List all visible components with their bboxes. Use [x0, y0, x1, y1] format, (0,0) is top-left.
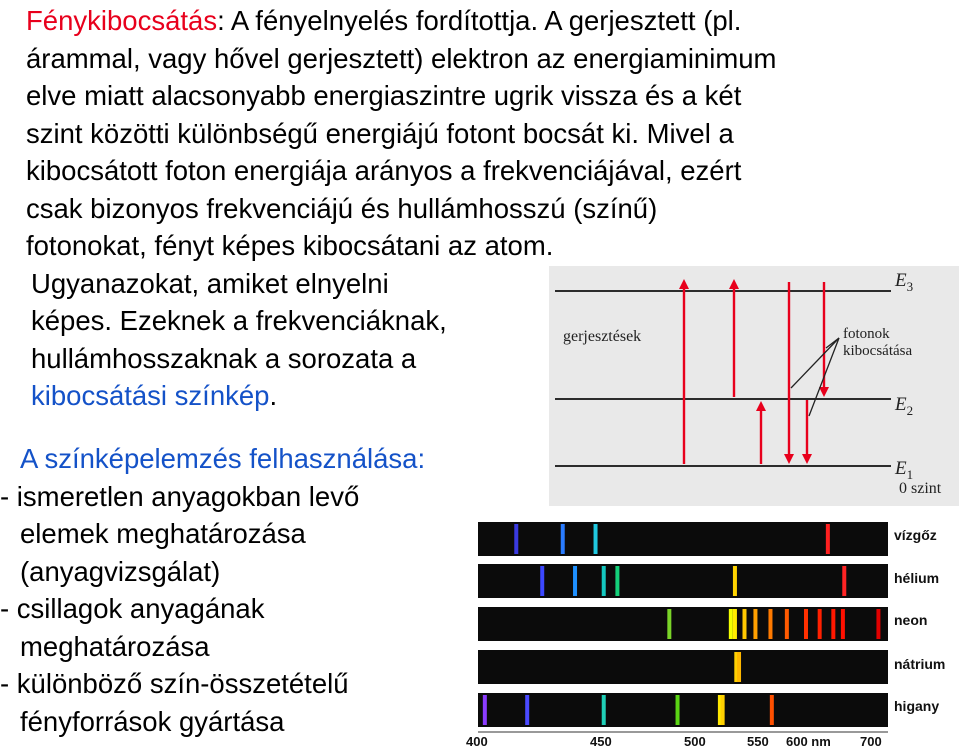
- label-e1-sub: 1: [906, 466, 914, 482]
- spectral-line-4-1: [525, 695, 529, 725]
- usage-line-1: - ismeretlen anyagokban levő: [0, 480, 360, 512]
- spectral-line-1-2: [602, 566, 606, 596]
- spectral-line-2-8: [818, 609, 822, 639]
- spectral-line-2-9: [831, 609, 835, 639]
- label-photon-emission-2: kibocsátása: [843, 343, 913, 359]
- spectral-line-2-3: [743, 609, 747, 639]
- spectral-line-1-4: [733, 566, 737, 596]
- intro-line-11-end: .: [269, 380, 278, 411]
- usage-line-7: fényforrások gyártása: [20, 705, 285, 737]
- spectral-line-1-1: [573, 566, 577, 596]
- spectral-line-4-6: [770, 695, 774, 725]
- spectral-line-1-5: [842, 566, 846, 596]
- spectrum-band-4: [478, 693, 888, 727]
- spectrum-band-1: [478, 564, 888, 598]
- spectrum-band-3: [478, 650, 888, 684]
- spectral-line-4-3: [676, 695, 680, 725]
- label-e2: [895, 394, 913, 419]
- spectral-line-2-7: [804, 609, 808, 639]
- intro-line-1: [26, 2, 956, 40]
- label-excitations: gerjesztések: [563, 328, 642, 345]
- label-ground-level: 0 szint: [899, 480, 942, 497]
- spectral-line-2-4: [753, 609, 757, 639]
- spectral-line-4-0: [483, 695, 487, 725]
- emission-spectra-svg: [478, 516, 960, 753]
- intro-line-7: fotonokat, fényt képes kibocsátani az atom.: [26, 230, 554, 261]
- spectrum-label-neon: neon: [894, 612, 928, 628]
- spectral-line-4-2: [602, 695, 606, 725]
- spectrum-label-higany: higany: [894, 698, 940, 714]
- intro-line-6: csak bizonyos frekvenciájú és hullámhosszú (színű): [26, 192, 658, 224]
- intro-line-4: szint közötti különbségű energiájú fotont bocsát ki. Mivel a: [26, 117, 734, 149]
- spectral-line-1-3: [615, 566, 619, 596]
- spectrum-label-vizgoz: vízgőz: [894, 527, 937, 543]
- spectrum-label-helium: hélium: [894, 570, 940, 586]
- usage-line-4: - csillagok anyagának: [0, 593, 265, 624]
- tick-550: 550: [747, 734, 769, 749]
- spectral-line-0-2: [594, 524, 598, 554]
- energy-level-diagram: [549, 266, 959, 506]
- intro-line-10: hullámhosszaknak a sorozata a: [31, 342, 417, 374]
- usage-section: [0, 440, 560, 740]
- usage-heading: A színképelemzés felhasználása:: [20, 443, 426, 474]
- spectral-line-2-10: [841, 609, 845, 639]
- intro-line-2: árammal, vagy hővel gerjesztett) elektron az energiaminimum: [26, 42, 777, 74]
- usage-line-2: elemek meghatározása: [20, 518, 306, 549]
- label-e2-letter: E: [895, 394, 907, 415]
- spectral-line-2-5: [768, 609, 772, 639]
- label-e1-letter: E: [895, 458, 907, 479]
- spectral-line-4-5: [721, 695, 725, 725]
- label-photon-emission-1: fotonok: [843, 326, 890, 342]
- spectrum-band-2: [478, 607, 888, 641]
- intro-line-1-text: : A fényelnyelés fordítottja. A gerjesztett (pl.: [217, 5, 742, 36]
- spectrum-bands: [478, 522, 888, 727]
- usage-line-3: (anyagvizsgálat): [20, 555, 221, 587]
- usage-line-5: meghatározása: [20, 630, 210, 662]
- spectral-line-1-0: [540, 566, 544, 596]
- spectral-line-0-3: [826, 524, 830, 554]
- tick-700: 700: [860, 734, 882, 749]
- spectral-line-2-1: [729, 609, 733, 639]
- intro-line-9: képes. Ezeknek a frekvenciáknak,: [31, 305, 447, 336]
- intro-line-5: kibocsátott foton energiája arányos a frekvenciájával, ezért: [26, 155, 742, 186]
- intro-line-8: Ugyanazokat, amiket elnyelni: [31, 267, 389, 299]
- usage-line-6: - különböző szín-összetételű: [0, 668, 349, 699]
- tick-500: 500: [684, 734, 706, 749]
- term-fenykibocsatas: Fénykibocsátás: [26, 5, 218, 36]
- spectrum-label-natrium: nátrium: [894, 656, 946, 672]
- label-e3-sub: 3: [906, 278, 914, 294]
- spectral-line-2-2: [733, 609, 737, 639]
- label-e3-letter: E: [895, 270, 907, 291]
- intro-line-3: elve miatt alacsonyabb energiaszintre ugrik vissza és a két: [26, 80, 742, 111]
- term-kibocsatasi-szinkep: kibocsátási színkép: [31, 380, 270, 411]
- tick-400: 400: [466, 734, 488, 749]
- spectral-line-2-6: [785, 609, 789, 639]
- label-e3: [895, 270, 913, 295]
- spectral-line-3-1: [737, 652, 741, 682]
- spectral-line-2-11: [876, 609, 880, 639]
- spectral-line-0-0: [514, 524, 518, 554]
- pointer-line-1: [791, 338, 839, 388]
- spectral-line-2-0: [667, 609, 671, 639]
- label-photon-emission: [843, 326, 912, 360]
- tick-450: 450: [590, 734, 612, 749]
- spectral-line-0-1: [561, 524, 565, 554]
- emission-spectra-panel: [466, 516, 960, 753]
- label-e2-sub: 2: [906, 402, 914, 418]
- tick-600: 600 nm: [786, 734, 831, 749]
